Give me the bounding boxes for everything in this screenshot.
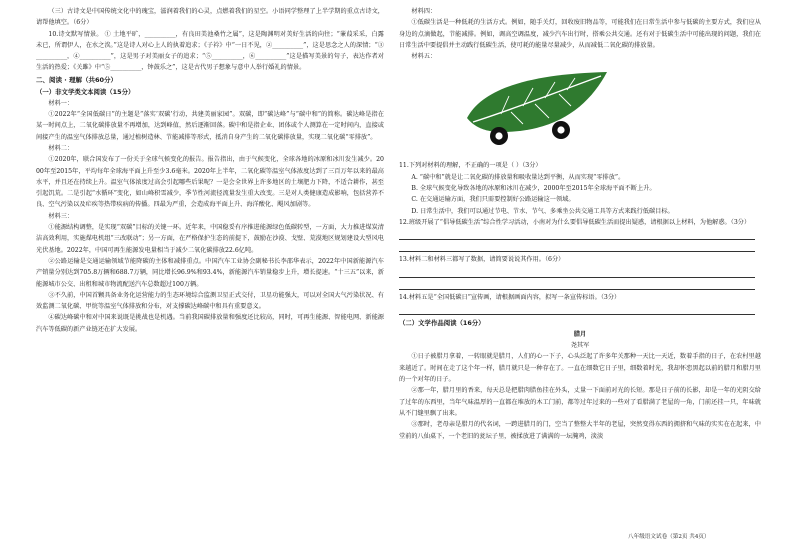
story-para-3: ③那时，老母亲是腊月的代名词，一跨进腊月的门，空当了整整大半年的老屋，突然变得东西的拥挤和气味的实实在在起来，中堂前的八仙桌下，一个老旧的瓮坛子里，被揉放进了满满的一坛腌鸡，淡淡 [399, 421, 761, 440]
material-2-text: ①2020年，联合国发布了一份关于全球气候变化的报告。报告指出，由于气候变化，全球各地的冰原和冰川发生减少。2000年至2015年，平均每年全球海平面上升至少3.6毫米。2020年上半年，二氧化碳等温室气体浓度达到了三百万年以来的最高水平，并且还在持续上升。温室气体浓度过高会引起哪些后果呢？一是会全世界上许多地区的土壤肥力下降，不适合耕作，甚至引起饥荒。二是引起“水循环”变化，如山峰积雪减少，季节性河流径流量发生重大改变。三是对人类健康造成影响，包括营养不良、空气污染以及疟疾等热带疾病的传播。四最为严重，会造成海平面上升、海洋酸化、飓风加剧等。 [36, 156, 384, 209]
question-11-option-d: D. 日常生活中，我们可以通过节电、节水、节气、多乘坐公共交通工具等方式来践行低碳目标。 [411, 207, 674, 215]
page-footer: 八年级语文试卷（第2页 共4页） [628, 534, 710, 540]
material-3-para-2: ②公路运输是交通运输领域节能降碳的主体和减排重点。中国汽车工业协会副秘书长李邵华表示，2022年中国新能源汽车产销量分别达到705.8万辆和688.7万辆，同比增长96.9%和93.4%，新能源汽车销量稳步上升，增长提速。“十三五”以来，新能源城市公交、出租和城市物流配送汽车总数超过100万辆。 [36, 257, 384, 288]
left-column [36, 6, 384, 335]
material-1-text: ①2022年“全国低碳日”的主题是“落实‘双碳’行动，共建美丽家园”。双碳，即“碳达峰”与“碳中和”的简称。碳达峰是指在某一时间点上，二氧化碳排放量不再增加，达到峰值，然后逐渐回落。碳中和是指企业、团体或个人测算在一定时间内，直接或间接产生的温室气体排放总量，通过植树造林、节能减排等形式，抵消自身产生的二氧化碳排放量，实现二氧化碳“零排放”。 [36, 111, 384, 141]
material-3-para-4: ④碳达峰碳中和对中国来说既是挑战也是机遇。当前我国碳排放量和强度还比较高，同时，可再生能源、智能电网、新能源汽车等低碳的新产业链还在扩大发展。 [36, 314, 384, 333]
question-13: 13.材料二和材料三都写了数据，请简要说说其作用。（6分） [399, 256, 565, 264]
material-1-title: 材料一： [48, 99, 74, 107]
question-11-option-a: A. “碳中和”就是让二氧化碳的排放量和吸收量达到平衡，从而实现“零排放”。 [411, 173, 625, 181]
question-12: 12.班级开展了“倡导低碳生活”综合性学习活动，小南对为什么要倡导低碳生活而提出疑惑，请根据以上材料，为他解惑。（3分） [399, 218, 751, 226]
story-para-2: ②那一年，腊月里的香来，每天总是把腊肉腊鱼挂在外头，丈量一下面前对光的长短。那是日子前的长影，却是一年的光阴交给了过年的东西里，当年气味温厚的一直都在堆放的木工门前，都等过年过来的一些对了看腊满了老屋的一角，门前还挂一只，年味就从不门缝里飘了出来。 [399, 387, 761, 417]
question-10: 10.诗文默写情景。 ① 土地平旷，__________，有良田美池桑竹之属”，这是陶渊明对美好生活的向往；“蒹葭采采，白露未已，所谓伊人，在水之涘。”这是诗人对心上人的执着追求；《子衿》中“一日不见，②__________”，这是思念之人的深情；“③__________，④__________”，这是男子对美丽女子的追求；“⑤__________，⑥__________”这是描写美景的句子，表达作者对生活的热爱；《关雎》中“⑤__________，钟鼓乐之”，这是古代男子想象与意中人举行婚礼的情景。 [36, 30, 384, 72]
literature-heading: （二）文学作品阅读（16分） [399, 318, 485, 327]
material-4-title: 材料四： [411, 8, 437, 15]
story-title: 腊月 [573, 330, 587, 338]
question-14: 14.材料五是“全国低碳日”宣传画，请根据画面内容，拟写一条宣传标语。（3分） [399, 293, 621, 301]
section-reading-heading: 二、阅读 · 理解（共60分） [36, 75, 118, 84]
question-11-option-b: B. 全球气候变化导致各地的冰原和冰川在减少，2000年至2015年全球海平面不断上升。 [411, 185, 656, 193]
story-para-1: ①日子被腊月拿着，一转眼就是腊月，人们的心一下子，心头泛起了许多年关那种一天比一天近，数着手指的日子，在农村里越来越近了。时间在走了这个年一样，腊月就只是一种存在了。一直在细数它日子里，细数着时光，我却怀恋黑起以前的腊月和腊月里的一个对年的日子。 [399, 353, 761, 384]
material-4-text: ①低碳生活是一种低耗的生活方式。例如，随手关灯，回收废旧物品等，可能我们在日常生活中参与低碳的主要方式，我们应从身边的点滴做起，节能减排。例如，调高空调温度，减少汽车出行时，搭乘公共交通。还有对于低碳生活中可能出现的问题，我们在日常生活中要提倡并主动践行低碳生活，使可耗的能量尽量减少，从而减低二氧化碳的排放量。 [399, 19, 761, 49]
nonfiction-heading: （一）非文学类文本阅读（15分） [36, 87, 135, 96]
answer-line[interactable] [399, 266, 755, 278]
answer-line[interactable] [399, 240, 755, 252]
material-5-title: 材料五： [411, 53, 437, 61]
answer-line[interactable] [399, 303, 755, 315]
material-3-title: 材料三： [48, 212, 74, 220]
poetry-intro: （三）古诗文是中国传统文化中的瑰宝，滋润着我们的心灵，点燃着我们的星空。小语同学整理了上半学期的重点古诗文，请帮他填空。（6分） [36, 8, 384, 27]
answer-line[interactable] [399, 228, 755, 240]
material-2-title: 材料二： [48, 144, 74, 152]
leaf-car-illustration [461, 66, 611, 152]
answer-line[interactable] [399, 278, 755, 290]
material-3-para-3: ③不久前，中国首颗具备业务化运营能力的生态环境综合监测卫星正式交付，卫星功能强大，可以对全国大气污染状况、有效监测二氧化碳、甲烷等温室气体排放和分布，对支撑碳达峰碳中和具有重要意义。 [36, 291, 384, 311]
story-author: 尧其军 [570, 342, 590, 350]
question-11-option-c: C. 在交通运输方面，我们只需要控制好公路运输这一领域。 [411, 196, 575, 204]
right-column [399, 6, 761, 442]
question-11: 11.下列对材料的理解，不正确的一项是（ ）（3分） [399, 162, 542, 170]
material-3-para-1: ①能源结构调整，是实现“双碳”目标的关键一环。近年来，中国稳妥有序推进能源绿色低碳转型，一方面，大力推进煤炭清洁高效利用，实施煤电机组“三改联动”；另一方面，在严格保护生态的前提下，鼓励在沙漠、戈壁、荒漠地区规划建设大型风电光伏基地。2022年，中国可再生能源发电量相当于减少二氧化碳排放22.6亿吨。 [36, 224, 384, 254]
